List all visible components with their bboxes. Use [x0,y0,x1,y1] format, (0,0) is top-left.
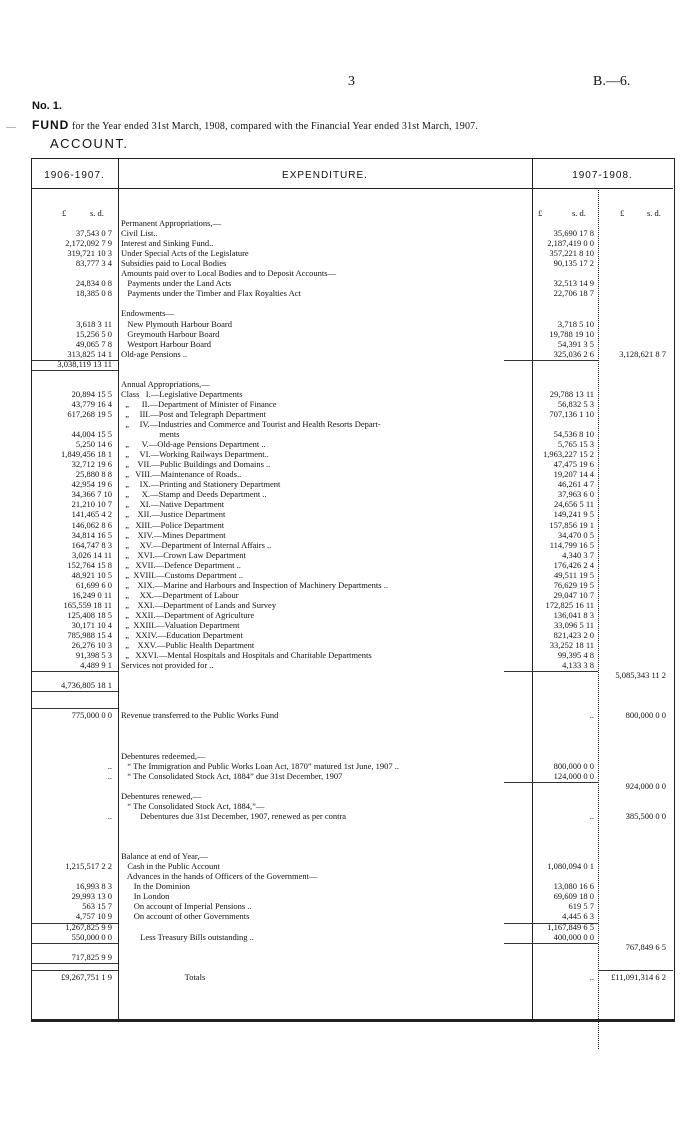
row-description: „ IX.—Printing and Stationery Department [121,479,281,490]
amount-1907-1908-detail: 29,047 10 7 [553,589,594,600]
row-description: Balance at end of Year,— [121,851,208,862]
row-description: Civil List.. [121,228,158,239]
amount-1907-1908-total: 385,500 0 0 [625,810,666,821]
total-rule-curr [598,970,673,971]
row-description: „ XX.—Department of Labour [121,589,239,600]
row-description: „ XI.—Native Department [121,499,225,510]
amount-1907-1908-detail: 149,241 9 5 [553,509,594,520]
statement-title [32,118,478,132]
amount-1907-1908-detail: 325,036 2 6 [553,348,594,359]
amount-1907-1908-detail: 176,426 2 4 [553,559,594,570]
row-description: Greymouth Harbour Board [121,328,220,339]
amount-1906-1907: 4,757 10 9 [75,911,112,922]
row-description: „ X.—Stamp and Deeds Department .. [121,489,267,500]
amount-1906-1907: 43,779 16 4 [71,398,112,409]
currency-sd-curr-c: s. d. [647,208,661,218]
amount-1906-1907: 141,465 4 2 [71,509,112,520]
amount-1906-1907: 146,062 8 6 [71,519,112,530]
amount-1906-1907: 24,834 0 8 [75,278,112,289]
table-bottom-rule [31,1019,675,1022]
row-description: „ XIII.—Police Department [121,519,225,530]
currency-pound-prev: £ [62,208,67,218]
amount-1907-1908-detail: 124,000 0 0 [553,770,594,781]
amount-1906-1907: 165,559 18 11 [63,599,112,610]
header-1907-1908: 1907-1908. [572,170,633,181]
amount-1906-1907: 5,250 14 6 [75,439,112,450]
row-description: Permanent Appropriations,— [121,218,222,228]
amount-1906-1907: .. [107,760,112,771]
amount-1906-1907: 16,993 8 3 [75,881,112,892]
currency-pound-curr-c: £ [620,208,625,218]
row-description: Westport Harbour Board [121,338,212,349]
row-description: „ IV.—Industries and Commerce and Tourist and Health Resorts Depart- [121,419,381,429]
row-description: Payments under the Timber and Flax Royalties Act [121,288,301,299]
row-description: Endowments— [121,308,174,319]
amount-1906-1907: 550,000 0 0 [71,931,112,942]
amount-1906-1907: 152,764 15 8 [67,559,112,570]
row-description: Payments under the Land Acts [121,278,232,289]
row-description: „ XVIII.—Customs Department .. [121,569,244,580]
row-description: “ The Consolidated Stock Act, 1884,”— [121,800,265,811]
row-description: Revenue transferred to the Public Works Fund [121,710,279,721]
row-description: „ XXV.—Public Health Department [121,640,255,651]
row-description: „ XXVI.—Mental Hospitals and Hospitals and Charitable Departments [121,650,372,661]
row-description: „ VI.—Working Railways Department.. [121,449,269,460]
amount-1907-1908-detail: 32,513 14 9 [553,278,594,289]
amount-1907-1908-detail: 99,395 4 8 [557,650,594,661]
amount-1906-1907: 3,618 3 11 [76,318,112,329]
amount-1907-1908-detail: 1,963,227 15 2 [543,449,594,460]
row-description: In the Dominion [121,881,190,892]
amount-1907-1908-detail: 157,856 19 1 [549,519,594,530]
amount-1907-1908-detail: 19,788 19 10 [549,328,594,339]
fund-word: FUND [32,118,70,132]
table-row [31,972,673,983]
row-description: „ XVI.—Crown Law Department [121,549,246,560]
amount-1907-1908-detail: 821,423 2 0 [553,630,594,641]
amount-1906-1907: 20,894 15 5 [71,388,112,399]
row-description: Debentures redeemed,— [121,750,206,761]
header-1906-1907: 1906-1907. [44,170,105,181]
amount-1907-1908-detail: 46,261 4 7 [557,479,594,490]
row-description: Old-age Pensions .. [121,348,188,359]
amount-1907-1908-total: 767,849 6 5 [625,941,666,952]
amount-1906-1907: 717,825 9 9 [71,951,112,962]
amount-1906-1907: 91,398 5 3 [75,650,112,661]
amount-1907-1908-detail: 37,963 6 0 [557,489,594,500]
amount-1907-1908-detail: 29,788 13 11 [549,388,594,399]
row-description: „ XXI.—Department of Lands and Survey [121,599,277,610]
amount-1906-1907: 26,276 10 3 [71,640,112,651]
amount-1907-1908-total: 924,000 0 0 [625,780,666,791]
currency-sd-curr-b: s. d. [572,208,586,218]
row-description: Less Treasury Bills outstanding .. [121,931,254,942]
row-description: „ XXIV.—Education Department [121,630,243,641]
amount-1907-1908-detail: 114,799 16 5 [549,539,594,550]
amount-1906-1907: 3,026 14 11 [71,549,112,560]
statement-number: No. 1. [32,100,62,112]
amount-1907-1908-detail: 54,391 3 5 [557,338,594,349]
amount-1907-1908-detail: 4,445 6 3 [562,911,594,922]
amount-1907-1908-detail: 19,207 14 4 [553,469,594,480]
amount-1906-1907: 42,954 19 6 [71,479,112,490]
row-description: „ XVII.—Defence Department .. [121,559,241,570]
account-heading: ACCOUNT. [50,136,129,151]
row-description: New Plymouth Harbour Board [121,318,232,329]
amount-1906-1907: 1,215,517 2 2 [65,861,112,872]
row-description: „ II.—Department of Minister of Finance [121,398,277,409]
amount-1907-1908-detail: 34,470 0 5 [557,529,594,540]
fund-title: for the Year ended 31st March, 1908, compared with the Financial Year ended 31st March, 1907. [72,121,479,132]
amount-1906-1907: 15,256 5 0 [75,328,112,339]
amount-1906-1907: 37,543 0 7 [75,228,112,239]
amount-1907-1908-detail: 90,135 17 2 [553,258,594,269]
amount-1907-1908-detail: 357,221 8 10 [549,248,594,259]
amount-1906-1907: 775,000 0 0 [71,710,112,721]
amount-1907-1908-detail: 3,718 5 10 [557,318,594,329]
amount-1906-1907: £9,267,751 1 9 [61,971,112,982]
amount-1906-1907: 4,736,805 18 1 [61,680,112,691]
amount-1907-1908-detail: 24,656 5 11 [553,499,594,510]
row-description: Under Special Acts of the Legislature [121,248,249,259]
amount-1906-1907: 2,172,092 7 9 [65,238,112,249]
amount-1906-1907: 1,849,456 18 1 [61,449,112,460]
row-description: „ VII.—Public Buildings and Domains .. [121,459,271,470]
row-description: „ XIV.—Mines Department [121,529,226,540]
amount-1907-1908-detail: 2,187,419 0 0 [547,238,594,249]
amount-1906-1907: 61,699 6 0 [75,579,112,590]
row-description: „ V.—Old-age Pensions Department .. [121,439,266,450]
row-description: Debentures renewed,— [121,790,202,801]
amount-1907-1908-detail: 69,609 18 0 [553,891,594,902]
row-description: “ The Immigration and Public Works Loan Act, 1870” matured 1st June, 1907 .. [121,760,400,771]
amount-1906-1907: 785,988 15 4 [67,630,112,641]
amount-1907-1908-detail: 1,080,094 0 1 [547,861,594,872]
row-description: Debentures due 31st December, 1907, renewed as per contra [121,810,347,821]
amount-1907-1908-total: 800,000 0 0 [625,710,666,721]
amount-1907-1908-detail: 4,133 3 8 [562,660,594,671]
currency-sd-prev: s. d. [90,208,104,218]
amount-1906-1907: .. [107,770,112,781]
amount-1906-1907: 1,267,825 9 9 [65,921,112,932]
amount-1907-1908-detail: 13,080 16 6 [553,881,594,892]
amount-1907-1908-detail: 54,536 8 10 [553,429,594,440]
amount-1907-1908-detail: 56,832 5 3 [557,398,594,409]
amount-1907-1908-detail: .. [589,710,594,721]
row-description: Interest and Sinking Fund.. [121,238,214,249]
amount-1906-1907: 617,268 19 5 [67,408,112,419]
amount-1907-1908-total: £11,091,314 6 2 [611,971,666,982]
row-description: On account of Imperial Pensions .. [121,901,252,912]
page-code: B.—6. [593,74,631,89]
amount-1907-1908-detail: 49,511 19 5 [553,569,594,580]
amount-1906-1907: 25,880 8 8 [75,469,112,480]
amount-1907-1908-detail: 800,000 0 0 [553,760,594,771]
amount-1907-1908-detail: .. [589,810,594,821]
amount-1907-1908-detail: 136,041 8 3 [553,609,594,620]
row-description: „ XIX.—Marine and Harbours and Inspection of Machinery Departments .. [121,579,388,590]
row-description: Totals [121,971,206,982]
amount-1907-1908-detail: 619 5 7 [568,901,594,912]
amount-1906-1907: 313,825 14 1 [67,348,112,359]
amount-1907-1908-detail: 47,475 19 6 [553,459,594,470]
row-description: In London [121,891,170,902]
amount-1907-1908-detail: 172,825 16 11 [545,599,594,610]
amount-1906-1907: 21,210 10 7 [71,499,112,510]
row-description: „ XV.—Department of Internal Affairs .. [121,539,272,550]
amount-1906-1907: 3,038,119 13 11 [57,358,112,369]
row-description: „ VIII.—Maintenance of Roads.. [121,469,242,480]
amount-1906-1907: 164,747 8 3 [71,539,112,550]
header-expenditure: EXPENDITURE. [282,170,368,181]
section-rule-prev [31,708,118,709]
amount-1907-1908-detail: 400,000 0 0 [553,931,594,942]
row-description: ments [121,429,180,440]
amount-1906-1907: 18,385 0 8 [75,288,112,299]
row-description: Amounts paid over to Local Bodies and to Deposit Accounts— [121,268,337,279]
amount-1906-1907: .. [107,810,112,821]
amount-1906-1907: 34,366 7 10 [71,489,112,500]
row-description: Services not provided for .. [121,660,214,671]
row-description: Annual Appropriations,— [121,378,210,389]
amount-1907-1908-detail: 707,136 1 10 [549,408,594,419]
amount-1906-1907: 49,065 7 8 [75,338,112,349]
amount-1906-1907: 29,993 13 0 [71,891,112,902]
margin-dash: — [6,122,16,133]
amount-1907-1908-detail: 5,765 15 3 [557,439,594,450]
row-description: “ The Consolidated Stock Act, 1884” due 31st December, 1907 [121,770,343,781]
amount-1906-1907: 563 15 7 [82,901,112,912]
amount-1907-1908-detail: 33,096 5 11 [553,620,594,630]
amount-1907-1908-detail: 35,690 17 8 [553,228,594,239]
row-description: „ XXII.—Department of Agriculture [121,609,255,620]
amount-1906-1907: 4,489 9 1 [80,660,112,671]
amount-1906-1907: 32,712 19 6 [71,459,112,470]
amount-1907-1908-detail: 4,340 3 7 [562,549,594,560]
currency-pound-curr-b: £ [538,208,543,218]
amount-1907-1908-total: 3,128,621 8 7 [619,348,666,359]
amount-1907-1908-detail: 1,167,849 6 5 [547,921,594,932]
row-description: „ XXIII.—Valuation Department [121,620,240,630]
row-description: On account of other Governments [121,911,250,922]
row-description: „ III.—Post and Telegraph Department [121,408,266,419]
amount-1907-1908-detail: 22,706 18 7 [553,288,594,299]
amount-1907-1908-total: 5,085,343 11 2 [615,670,666,681]
amount-1906-1907: 34,814 16 5 [71,529,112,540]
row-description: Cash in the Public Account [121,861,220,872]
amount-1906-1907: 319,721 10 3 [67,248,112,259]
total-rule-prev [31,970,118,971]
amount-1906-1907: 30,171 10 4 [71,620,112,630]
amount-1906-1907: 125,408 18 5 [67,609,112,620]
row-description: Advances in the hands of Officers of the Government— [121,871,318,882]
page-number: 3 [348,74,355,89]
amount-1906-1907: 44,004 15 5 [71,429,112,440]
amount-1906-1907: 16,249 0 11 [71,589,112,600]
row-description: Subsidies paid to Local Bodies [121,258,227,269]
row-description: „ XII.—Justice Department [121,509,226,520]
amount-1906-1907: 83,777 3 4 [75,258,112,269]
amount-1907-1908-detail: 76,629 19 5 [553,579,594,590]
row-description: Class I.—Legislative Departments [121,388,243,399]
amount-1907-1908-detail: .. [589,971,594,982]
amount-1906-1907: 48,921 10 5 [71,569,112,580]
amount-1907-1908-detail: 33,252 18 11 [549,640,594,651]
